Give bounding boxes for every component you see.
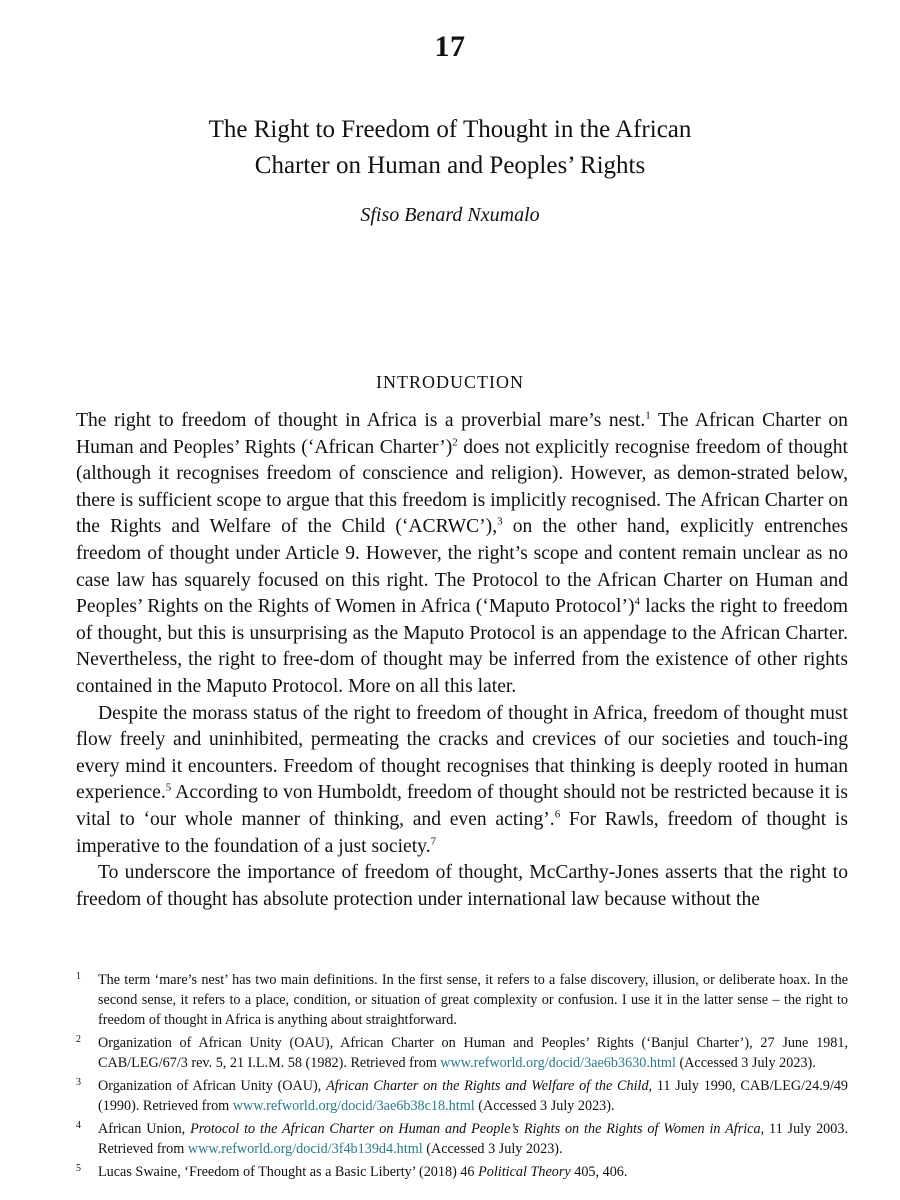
chapter-title-line-1: The Right to Freedom of Thought in the African <box>208 116 692 143</box>
footnote-title: African Charter on the Rights and Welfare of the Child <box>326 1078 649 1094</box>
paragraph-text: does not explicitly recognise freedom of thought (although it recognises freedom of conscience and religion). However, as demon-strated below, there is sufficient scope to argue that this freedom is implicitly recognised. The African Charter on the Rights and Welfare of the Child (‘ACRWC’), <box>76 436 849 538</box>
footnote-text: Organization of African Unity (OAU), <box>98 1078 327 1094</box>
footnote-reference[interactable]: 1 <box>645 409 651 422</box>
footnote-reference[interactable]: 6 <box>554 808 561 821</box>
footnote-reference[interactable]: 3 <box>497 515 503 528</box>
footnote-reference[interactable]: 4 <box>634 595 640 608</box>
footnote-reference[interactable]: 2 <box>452 436 458 449</box>
footnote-number: 1 <box>76 971 81 982</box>
footnote-number: 3 <box>76 1077 81 1088</box>
footnote-2 <box>76 1033 848 1073</box>
body-text <box>76 408 848 913</box>
footnote-reference[interactable]: 5 <box>165 781 172 794</box>
footnote-text: , 11 July 2003. Retrieved from <box>98 1121 849 1157</box>
footnote-text: African Union, <box>98 1121 191 1137</box>
paragraph-text: The right to freedom of thought in Africa is a proverbial mare’s nest. <box>76 410 646 431</box>
footnotes <box>76 970 848 1185</box>
chapter-number: 17 <box>434 30 466 63</box>
paragraph-text: Despite the morass status of the right to freedom of thought in Africa, freedom of thought must flow freely and uninhibited, permeating the cracks and crevices of our societies and touch-ing every mind it encounters. Freedom of thought recognises that thinking is deeply rooted in human experience. <box>76 702 848 804</box>
chapter-title <box>80 112 820 184</box>
footnote-4 <box>76 1119 848 1159</box>
footnote-reference[interactable]: 7 <box>430 834 437 847</box>
footnote-number: 4 <box>76 1120 81 1131</box>
footnote-link[interactable]: www.refworld.org/docid/3ae6b3630.html <box>440 1055 676 1071</box>
paragraph-text: For Rawls, freedom of thought is imperative to the foundation of a just society. <box>76 808 848 857</box>
footnote-title: Protocol to the African Charter on Human and People’s Rights on the Rights of Women in Africa <box>190 1121 761 1137</box>
section-heading: INTRODUCTION <box>376 372 524 392</box>
chapter-title-line-2: Charter on Human and Peoples’ Rights <box>254 152 646 179</box>
footnote-text: (Accessed 3 July 2023). <box>422 1141 563 1157</box>
paragraph-text: According to von Humboldt, freedom of thought should not be restricted because it is vital to ‘our whole manner of thinking, and even acting’. <box>76 782 848 830</box>
footnote-link[interactable]: www.refworld.org/docid/3f4b139d4.html <box>187 1141 423 1157</box>
paragraph-1 <box>76 408 848 701</box>
footnote-text: Lucas Swaine, ‘Freedom of Thought as a Basic Liberty’ (2018) 46 <box>98 1164 479 1180</box>
paragraph-text: lacks the right to freedom of thought, but this is unsurprising as the Maputo Protocol is an appendage to the African Charter. Nevertheless, the right to free-dom of thought may be inferred from the existence of other rights contained in the Maputo Protocol. More on all this later. <box>76 596 848 697</box>
footnote-link[interactable]: www.refworld.org/docid/3ae6b38c18.html <box>232 1098 475 1114</box>
paragraph-3: To underscore the importance of freedom of thought, McCarthy-Jones asserts that the right to freedom of thought has absolute protection under international law because without the <box>76 862 848 910</box>
footnote-number: 5 <box>76 1163 81 1174</box>
footnote-5 <box>76 1162 848 1182</box>
paragraph-2 <box>76 701 848 861</box>
footnote-title: Political Theory <box>478 1164 571 1180</box>
footnote-3 <box>76 1076 848 1116</box>
footnote-text: The term ‘mare’s nest’ has two main definitions. In the first sense, it refers to a false discovery, illusion, or deliberate hoax. In the second sense, it refers to a place, condition, or situation of great complexity or confusion. I use it in the latter sense – the right to freedom of thought in Africa is anything about straightforward. <box>98 972 848 1028</box>
footnote-1 <box>76 970 848 1030</box>
paragraph-text: The African Charter on Human and Peoples’ Rights (‘African Charter’) <box>76 410 848 458</box>
footnote-text: , 11 July 1990, CAB/LEG/24.9/49 (1990). Retrieved from <box>98 1078 849 1114</box>
footnote-number: 2 <box>76 1034 81 1045</box>
footnote-text: 405, 406. <box>570 1164 628 1180</box>
paragraph-text: on the other hand, explicitly entrenches freedom of thought under Article 9. However, the right’s scope and content remain unclear as no case law has squarely focused on this right. The Protocol to the African Charter on Human and Peoples’ Rights on the Rights of Women in Africa (‘Maputo Protocol’) <box>76 516 848 618</box>
author-name: Sfiso Benard Nxumalo <box>360 204 540 226</box>
footnote-text: (Accessed 3 July 2023). <box>474 1098 615 1114</box>
footnote-text: Organization of African Unity (OAU), African Charter on Human and Peoples’ Rights (‘Banjul Charter’), 27 June 1981, CAB/LEG/67/3 rev. 5, 21 I.L.M. 58 (1982). Retrieved from <box>98 1035 848 1071</box>
footnote-text: (Accessed 3 July 2023). <box>675 1055 816 1071</box>
